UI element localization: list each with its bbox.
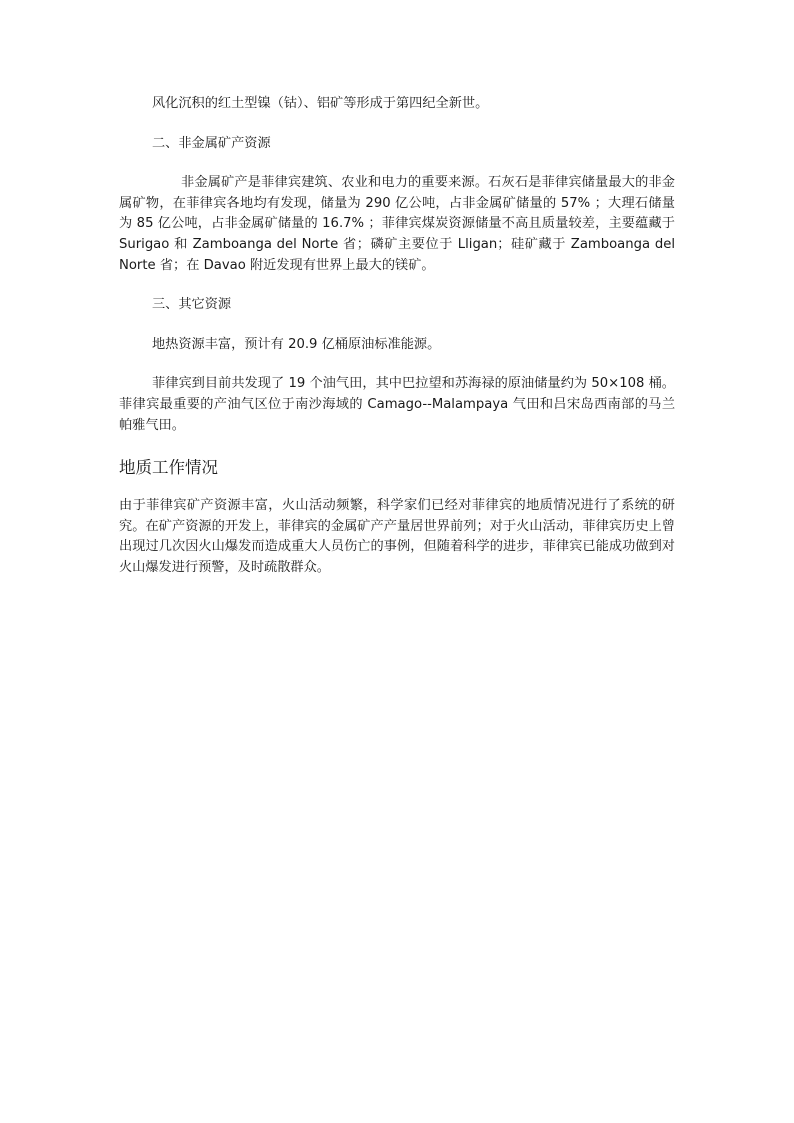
section-title-nonmetal: 二、非金属矿产资源 [152, 135, 271, 151]
section-title-other-resources: 三、其它资源 [152, 297, 232, 313]
heading-geological-work: 地质工作情况 [119, 458, 218, 478]
paragraph-geological-work: 由于菲律宾矿产资源丰富，火山活动频繁，科学家们已经对菲律宾的地质情况进行了系统的研究。在矿产资源的开发上，菲律宾的金属矿产产量居世界前列；对于火山活动，菲律宾历史上曾出现过几次因火山爆发而造成重大人员伤亡的事例，但随着科学的进步，菲律宾已能成功做到对火山爆发进行预警，及时疏散群众。 [119, 498, 675, 575]
paragraph-nonmetal-minerals: 非金属矿产是菲律宾建筑、农业和电力的重要来源。石灰石是菲律宾储量最大的非金属矿物，在菲律宾各地均有发现，储量为 290 亿公吨，占非金属矿储量的 57% ；大理石储量为 85 亿公吨，占非金属矿储量的 16.7% ；菲律宾煤炭资源储量不高且质量较差，主要蕴藏于 Surigao 和 Zamboanga del Norte 省；磷矿主要位于 Lligan；硅矿藏于 Zamboanga del Norte 省；在 Davao 附近发现有世界上最大的镁矿。 [119, 175, 675, 273]
document-body [119, 94, 675, 579]
paragraph-oil-gas: 菲律宾到目前共发现了 19 个油气田，其中巴拉望和苏海禄的原油储量约为 50×108 桶。菲律宾最重要的产油气区位于南沙海域的 Camago--Malampaya 气田和吕宋岛西南部的马兰帕雅气田。 [119, 376, 675, 433]
paragraph-geothermal: 地热资源丰富，预计有 20.9 亿桶原油标准能源。 [152, 336, 441, 352]
paragraph-laterite: 风化沉积的红土型镍（钴）、铝矿等形成于第四纪全新世。 [152, 96, 489, 111]
